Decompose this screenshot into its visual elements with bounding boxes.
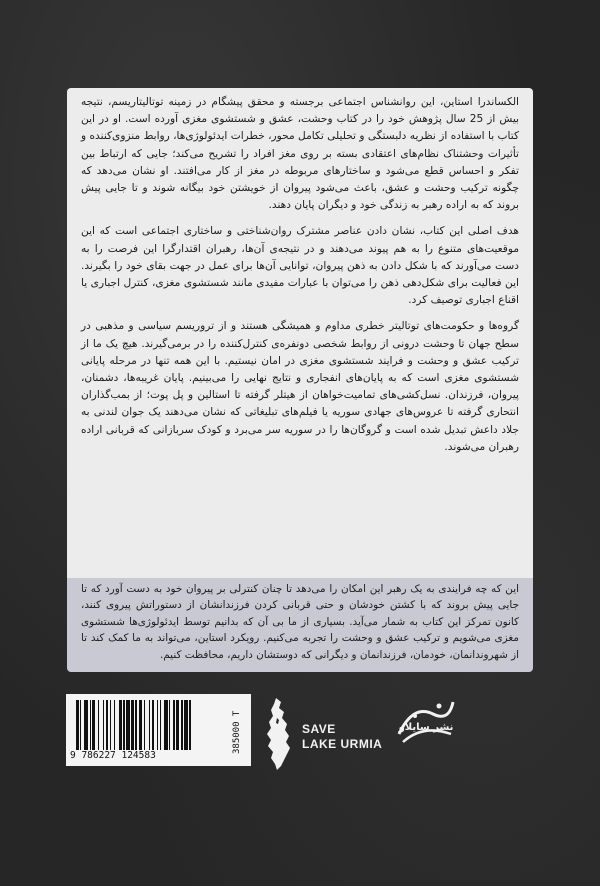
description-paragraph-2: هدف اصلی این کتاب، نشان دادن عناصر مشترک روان‌شناختی و ساختاری اجتماعی است که این موقعیت‌های متنوع را به هم پیوند می‌دهند و در نتیجه‌ی آن‌ها، رهبران اقتدارگرا این فرصت را به دست می‌آورند که با شکل دادن به ذهن پیروان، توانایی آن‌ها برای عمل در جهت بقای خود را بگیرند. این فعالیت برای شکل‌دهی ذهن را می‌توان با عبارات مفیدی مانند شستشوی مغزی، کنترل اجباری یا اقناع اجباری توصیف کرد. bbox=[81, 225, 519, 307]
barcode-stripe bbox=[103, 700, 104, 750]
barcode-stripe bbox=[92, 700, 95, 750]
barcode-stripe bbox=[169, 700, 170, 750]
barcode bbox=[66, 694, 251, 766]
barcode-stripe bbox=[157, 700, 158, 750]
publisher-logo-text: نشر سایلاو bbox=[398, 722, 454, 733]
publisher-calligraphy-logo-icon bbox=[393, 694, 459, 752]
barcode-stripe bbox=[152, 700, 155, 750]
barcode-stripe bbox=[173, 700, 174, 750]
barcode-stripe bbox=[164, 700, 168, 750]
barcode-stripe bbox=[139, 700, 142, 750]
barcode-stripe bbox=[110, 700, 111, 750]
barcode-stripe bbox=[144, 700, 145, 750]
barcode-number: 9 786227 124583 bbox=[70, 750, 156, 761]
save-label: SAVE bbox=[302, 722, 336, 736]
barcode-stripe bbox=[181, 700, 182, 750]
barcode-stripe bbox=[90, 700, 91, 750]
barcode-stripe bbox=[176, 700, 179, 750]
barcode-stripe bbox=[98, 700, 99, 750]
lake-urmia-map-icon bbox=[262, 696, 296, 772]
barcode-stripe bbox=[80, 700, 81, 750]
barcode-bars bbox=[76, 700, 228, 750]
lake-urmia-label: LAKE URMIA bbox=[302, 737, 383, 751]
description-panel bbox=[67, 88, 533, 578]
closing-paragraph: این که چه فرایندی به یک رهبر این امکان را می‌دهد تا چنان کنترلی بر پیروان خود به دست آورد که تا جایی پیش بروند که با کشتن خودشان و حتی قربانی کردن فرزندانشان از دستوراتش پیروی کنند، کانون تمرکز این کتاب به شمار می‌آید. بسیاری از ما بی آن که بدانیم توسط ایدئولوژی‌ها شستشوی مغزی می‌شویم و ترکیب عشق و وحشت را تجربه می‌کنیم. رویکرد استاین، می‌تواند به ما کمک کند تا از شهروندانمان، خودمان، فرزندانمان و دیگرانی که دوستشان داریم، محافظت کنیم. bbox=[81, 583, 519, 661]
barcode-stripe bbox=[160, 700, 161, 750]
barcode-stripe bbox=[126, 700, 130, 750]
barcode-stripe bbox=[135, 700, 136, 750]
barcode-stripe bbox=[123, 700, 124, 750]
barcode-stripe bbox=[84, 700, 88, 750]
barcode-stripe bbox=[119, 700, 122, 750]
barcode-stripe bbox=[114, 700, 115, 750]
barcode-side-code: 385000 T bbox=[232, 710, 242, 754]
barcode-stripe bbox=[131, 700, 134, 750]
barcode-stripe bbox=[76, 700, 79, 750]
description-paragraph-3: گروه‌ها و حکومت‌های توتالیتر خطری مداوم و همیشگی هستند و از تروریسم سیاسی و مذهبی در سطح جهان تا وحشت درونی از روابط شخصی دونفره‌ی کنترل‌کننده را در برمی‌گیرند. هیچ یک ما از ترکیب عشق و وحشت و فرایند شستشوی مغزی در امان نیستیم. با این همه تنها در مرحله پایانی شستشوی مغزی است که به پایان‌های انفجاری و نتایج نهایی را می‌بینیم. پایان غریبه‌ها، دشمنان، پیروان، فرزندان. نسل‌کشی‌های تمامیت‌خواهان از هیتلر گرفته تا استالین و پل پوت؛ از بمب‌گذاران انتحاری گرفته تا عروس‌های جهادی سوریه یا فیلم‌های تبلیغاتی که نشان می‌دهند یک جوان لندنی به جلاد داعش تبدیل شده است و گروگان‌ها را در سوریه سر می‌برد و کودک سربازانی که قربانی اراده رهبران می‌شوند. bbox=[81, 320, 519, 453]
closing-panel bbox=[67, 578, 533, 672]
barcode-stripe bbox=[106, 700, 109, 750]
barcode-stripe bbox=[189, 700, 190, 750]
barcode-stripe bbox=[184, 700, 188, 750]
barcode-stripe bbox=[149, 700, 150, 750]
description-paragraph-1: الکساندرا استاین، این روانشناس اجتماعی برجسته و محقق پیشگام در زمینه توتالیتاریسم، نتیجه بیش از 25 سال پژوهش خود را در کتاب وحشت، عشق و شستشوی مغزی آورده است. او در این کتاب با استفاده از نظریه دلبستگی و تحلیلی تکامل محور، خطرات ایدئولوژی‌ها، روابط منزوی‌کننده و تأثیرات وحشتناک نظام‌های اعتقادی بسته بر روی مغز افراد را تشریح می‌کند؛ جایی که ارتباط بین تفکر و احساس قطع می‌شود و ساختارهای مربوطه در مغز از کار می‌افتند. او نشان می‌دهد که چگونه ترکیب وحشت و عشق، باعث می‌شود پیروان از خویشتن خود بیگانه شوند و تا جایی پیش بروند که به اراده رهبر به زندگی خود و دیگران پایان دهند. bbox=[81, 96, 519, 212]
